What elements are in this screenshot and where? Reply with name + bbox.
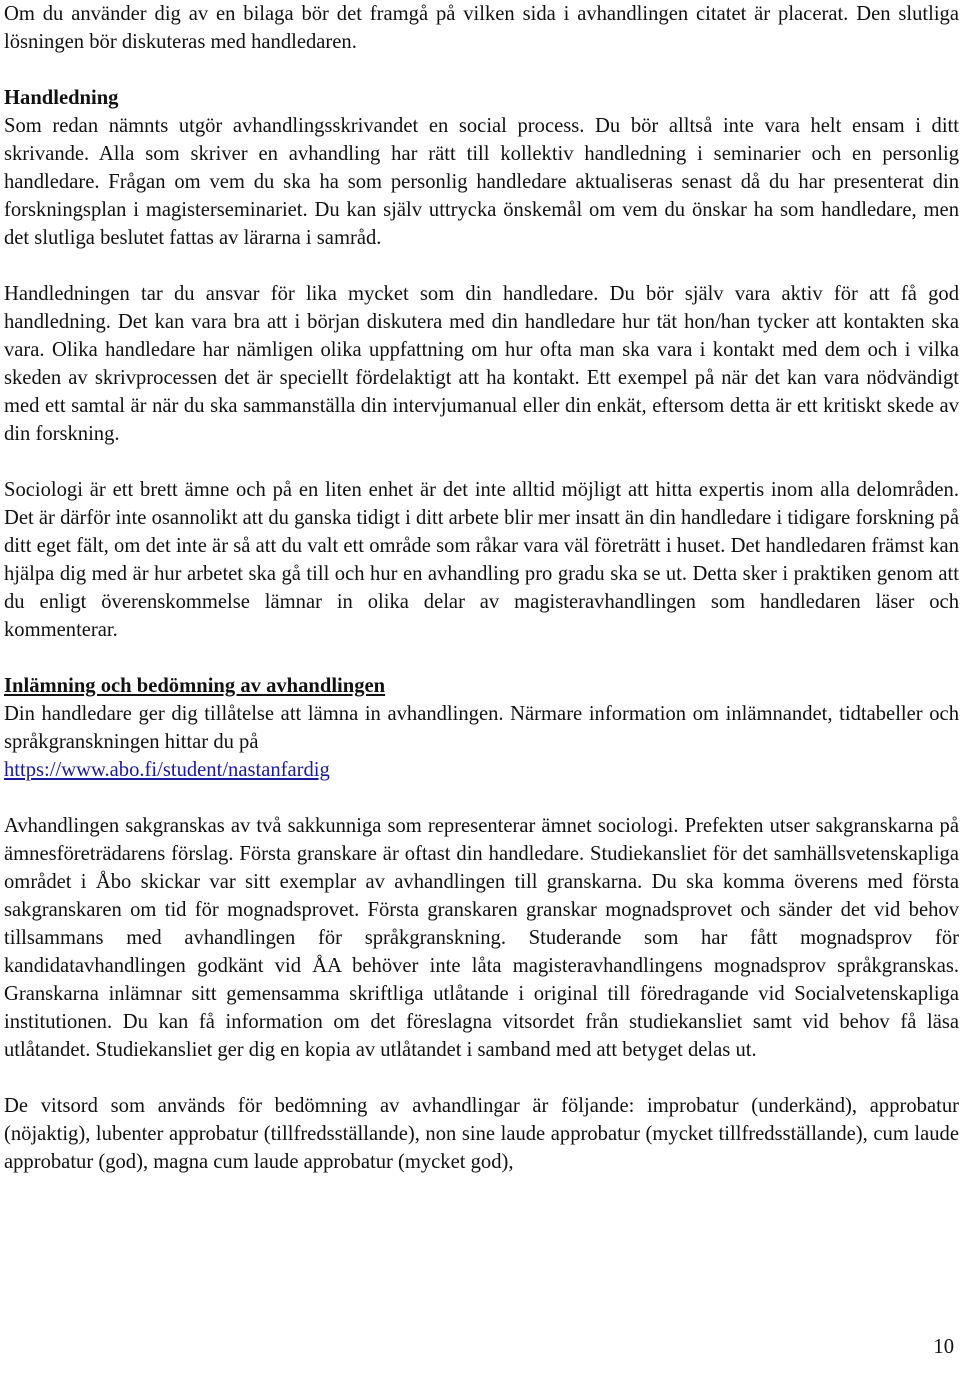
handledning-paragraph-3: Sociologi är ett brett ämne och på en liten enhet är det inte alltid möjligt att hitta expertis inom alla delområden. Det är därför inte osannolikt att du ganska tidigt i ditt arbete blir mer insatt än din handledare i tidigare forskning på ditt eget fält, om det inte är så att du valt ett område som råkar vara väl företrätt i huset. Det handledaren främst kan hjälpa dig med är hur arbetet ska gå till och hur en avhandling pro gradu ska se ut. Detta sker i praktiken genom att du enligt överenskommelse lämnar in olika delar av magisteravhandlingen som handledaren läser och kommenterar.: [4, 479, 959, 641]
inlamning-paragraph-3: De vitsord som används för bedömning av avhandlingar är följande: improbatur (underkänd), approbatur (nöjaktig), lubenter approbatur (tillfredsställande), non sine laude approbatur (mycket tillfredsställande), cum laude approbatur (god), magna cum laude approbatur (mycket god),: [4, 1095, 959, 1173]
intro-paragraph: Om du använder dig av en bilaga bör det framgå på vilken sida i avhandlingen citatet är placerat. Den slutliga lösningen bör diskuteras med handledaren.: [4, 3, 959, 53]
paragraph-gap: [4, 1064, 959, 1092]
page-number: 10: [933, 1336, 954, 1358]
handledning-paragraph-2: Handledningen tar du ansvar för lika mycket som din handledare. Du bör själv vara aktiv för att få god handledning. Det kan vara bra att i början diskutera med din handledare hur tät hon/han tycker att kontakten ska vara. Olika handledare har nämligen olika uppfattning om hur ofta man ska vara i kontakt med dem och i vilka skeden av skrivprocessen det är speciellt fördelaktigt att ha kontakt. Ett exempel på när det kan vara nödvändigt med ett samtal är när du ska sammanställa din intervjumanual eller din enkät, eftersom detta är ett kritiskt skede av din forskning.: [4, 283, 959, 445]
paragraph-gap: [4, 252, 959, 280]
inlamning-paragraph-2: Avhandlingen sakgranskas av två sakkunniga som representerar ämnet sociologi. Prefekten utser sakgranskarna på ämnesföreträdarens förslag. Första granskare är oftast din handledare. Studiekansliet för det samhällsvetenskapliga området i Åbo skickar var sitt exemplar av avhandlingen till granskarna. Du ska komma överens med första sakgranskaren om tid för mognadsprovet. Första granskaren granskar mognadsprovet och sänder det vid behov tillsammans med avhandlingen för språkgranskning. Studerande som har fått mognadsprov för kandidatavhandlingen godkänt vid ÅA behöver inte låta magisteravhandlingens mognadsprov språkgranskas. Granskarna inlämnar sitt gemensamma skriftliga utlåtande i original till föredragande vid Socialvetenskapliga institutionen. Du kan få information om det föreslagna vitsordet från studiekansliet samt vid behov få läsa utlåtandet. Studiekansliet ger dig en kopia av utlåtandet i samband med att betyget delas ut.: [4, 815, 959, 1061]
section-heading-inlamning: Inlämning och bedömning av avhandlingen: [4, 675, 386, 697]
inlamning-link-line: [4, 756, 959, 784]
section-heading-handledning: Handledning: [4, 87, 119, 109]
inlamning-paragraph-1: Din handledare ger dig tillåtelse att lämna in avhandlingen. Närmare information om inlämnandet, tidtabeller och språkgranskningen hittar du på: [4, 703, 959, 753]
paragraph-gap: [4, 448, 959, 476]
nastanfardig-link[interactable]: https://www.abo.fi/student/nastanfardig: [4, 759, 330, 781]
handledning-paragraph-1: Som redan nämnts utgör avhandlingsskrivandet en social process. Du bör alltså inte vara helt ensam i ditt skrivande. Alla som skriver en avhandling har rätt till kollektiv handledning i seminarier och en personlig handledare. Frågan om vem du ska ha som personlig handledare aktualiseras senast då du har presenterat din forskningsplan i magisterseminariet. Du kan själv uttrycka önskemål om vem du önskar ha som handledare, men det slutliga beslutet fattas av lärarna i samråd.: [4, 115, 959, 249]
document-page: [4, 0, 959, 1176]
paragraph-gap: [4, 784, 959, 812]
paragraph-gap: [4, 644, 959, 672]
paragraph-gap: [4, 56, 959, 84]
